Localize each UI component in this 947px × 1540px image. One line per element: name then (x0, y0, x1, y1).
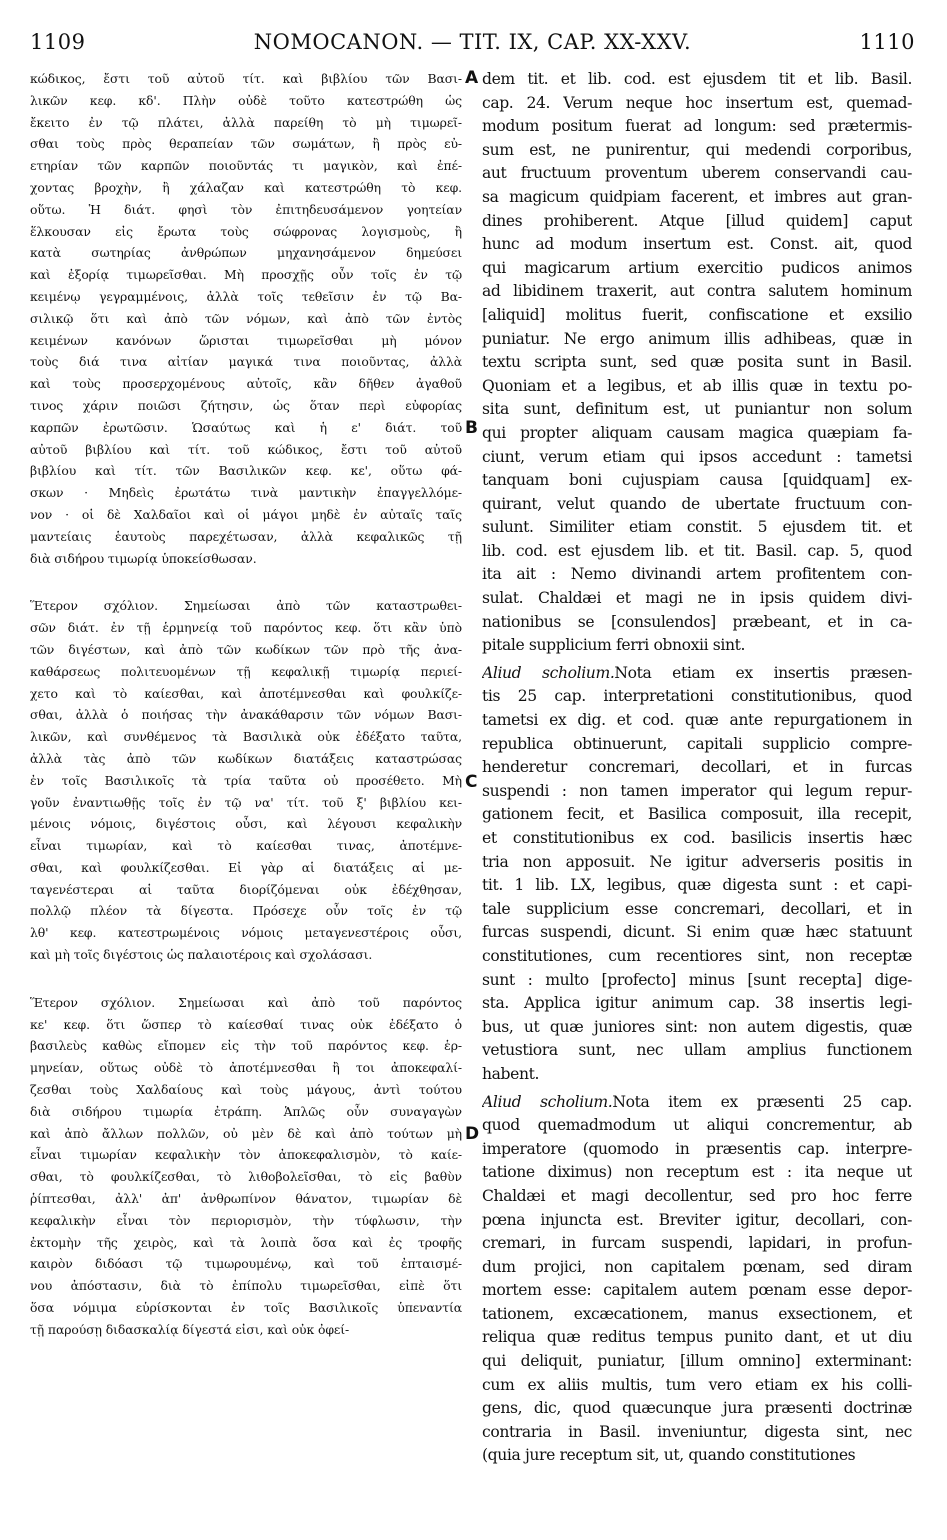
text-line: textu scripta sunt, sed quæ posita sunt in Basil. (482, 353, 912, 372)
margin-marker-a: A (465, 68, 479, 88)
margin-marker-c: C (465, 772, 478, 792)
text-line: pœna injuncta est. Breviter igitur, decollari, con- (482, 1210, 912, 1229)
text-line: αὐτοῦ βιβλίου καὶ τίτ. τοῦ κώδικος, ἔστι τοῦ αὐτοῦ (30, 441, 462, 457)
running-title: NOMOCANON. — TIT. IX, CAP. XX-XXV. (253, 30, 692, 54)
text-line: constitutiones, cum recentiores sint, non receptæ (482, 946, 912, 965)
text-line: furcas suspendi, dicunt. Si enim quæ hæc statuunt (482, 923, 912, 942)
text-line: mortem esse: capitalem autem pœnam esse depor- (482, 1281, 912, 1300)
text-line: χοντας βροχὴν, ἢ χάλαζαν καὶ κατεστρώθη τὸ κεφ. (30, 179, 462, 195)
text-line: καὶ ἐξορίᾳ τιμωρεῖσθαι. Μὴ προσχῇς οὖν τοῖς ἐν τῷ (30, 267, 462, 283)
text-line: μηνείαν, οὕτως οὐδὲ τὸ ἀποτέμνεσθαι ἢ τοι ἀποκεφαλί- (30, 1060, 462, 1076)
text-line: σιλικῷ ὅτι καὶ ἀπὸ τῶν νόμων, καὶ ἀπὸ τῶν ἐντὸς (30, 310, 462, 326)
text-line: καὶ ἀπὸ ἄλλων πολλῶν, οὐ μὲν δὲ καὶ ἀπὸ τούτων μὴ (30, 1125, 462, 1141)
text-line: puniatur. Ne ergo animum illis adhibeas, quæ in (482, 329, 912, 348)
text-line: tametsi ex dig. et cod. quæ ante repurgationem in (482, 711, 912, 730)
text-line: republica obtinuerunt, capitali supplicio compre- (482, 734, 912, 753)
text-line: (quia jure receptum sit, ut, quando constitutiones (482, 1446, 856, 1465)
text-line: ita ait : Nemo divinandi artem profitentem con- (482, 565, 912, 584)
text-line (482, 662, 912, 686)
text-line: qui propter aliquam causam magica quæpiam fa- (482, 423, 912, 442)
text-line: σθαι τοὺς πρὸς θεραπείαν τῶν σωμάτων, ἢ πρὸς εὐ- (30, 136, 462, 152)
text-line: κεφαλικὴν εἶναι τὸν περιορισμὸν, τὴν τύφλωσιν, τὴν (30, 1212, 462, 1228)
latin-paragraph-1 (482, 68, 912, 658)
text-line: διὰ σιδήρου τιμωρίᾳ ὑποκείσθωσαν. (30, 550, 257, 566)
latin-column (482, 68, 912, 1468)
text-line: εἶναι τιμωρίαν, καὶ τὸ καίεσθαι τινας, ἀποτέμνε- (30, 838, 462, 854)
text-line: aut fructuum proventum uberem conservandi cau- (482, 164, 912, 183)
text-line: ταγενέστεραι αἱ ταῦτα διορίζόμεναι οὐκ ἐδέχθησαν, (30, 881, 462, 897)
text-line (482, 1091, 912, 1115)
text-line: τῶν διγέστων, καὶ ἀπὸ τῶν κωδίκων τῶν πρὸ τῆς ἀνα- (30, 641, 462, 657)
text-line: sum est, ne punirentur, qui medendi corporibus, (482, 140, 912, 159)
text-line: ζεσθαι τοὺς Χαλδαίους καὶ τοὺς μάγους, ἀντὶ τούτου (30, 1082, 462, 1098)
text-line: λικῶν κεφ. κδ'. Πλὴν οὐδὲ τοῦτο κατεστρώθη ὡς (30, 92, 462, 108)
text-line: ἔκειτο ἐν τῷ πλάτει, ἀλλὰ παρείθη τὸ μὴ τιμωρεῖ- (30, 114, 462, 130)
greek-scholium-2 (30, 992, 462, 1341)
text-line: quirant, velut quando de ubertate fructuum con- (482, 494, 912, 513)
text-line: dum projici, non capitalem pœnam, sed diram (482, 1257, 912, 1276)
text-line: ἐν τοῖς Βασιλικοῖς τὰ τρία ταῦτα οὐ προσέθετο. Μὴ (30, 772, 462, 788)
latin-scholium-1 (482, 662, 912, 1087)
text-line: ὅσα νόμιμα εὑρίσκονται ἐν τοῖς Βασιλικοῖς ὑπεναντία (30, 1300, 462, 1316)
text-line: reliqua quæ reditus tempus punito dant, et ut diu (482, 1328, 912, 1347)
margin-marker-b: B (465, 418, 478, 438)
margin-marker-d: D (465, 1124, 480, 1144)
text-line: Quoniam et a legibus, et ab illis quæ in textu po- (482, 376, 912, 395)
text-line: διὰ σιδήρου τιμωρία ἐτράπη. Ἁπλῶς οὖν συναγαγὼν (30, 1103, 462, 1119)
text-line: tit. 1 lib. LX, legibus, quæ digesta sunt : et capi- (482, 876, 912, 895)
text-line: tis 25 cap. interpretationi constitutionibus, quod (482, 687, 912, 706)
paragraph-gap (30, 569, 462, 595)
text-line: καιρὸν διδόασι τῷ τιμωρουμένῳ, καὶ τοῦ ἐπταισμέ- (30, 1256, 462, 1272)
text-line: tria non apposuit. Ne igitur adverseris positis in (482, 852, 912, 871)
text-line: τῇ παρούσῃ διδασκαλίᾳ δίγεστά εἰσι, καὶ οὐκ ὀφεί- (30, 1321, 350, 1337)
text-line: κατὰ σωτηρίας ἀνθρώπων μηχανησάμενον δημεύσει (30, 245, 462, 261)
text-line: tanquam boni cujuspiam causa [quidquam] ex- (482, 471, 912, 490)
text-line: μαντείαις ἑαυτοὺς παρεχέτωσαν, ἀλλὰ κεφαλικῶς τῇ (30, 528, 462, 544)
text-line: μένοις νόμοις, διγέστοις οὖσι, καὶ λέγουσι κεφαλικὴν (30, 816, 462, 832)
text-line: imperatore (quomodo in præsentis cap. interpre- (482, 1139, 912, 1158)
text-line: σθαι, καὶ φουλκίζεσθαι. Εἰ γὰρ αἱ διατάξεις αἱ με- (30, 859, 462, 875)
text-line: tatione diximus) non receptum est : ita neque ut (482, 1163, 912, 1182)
text-line: νον · οἱ δὲ Χαλδαῖοι καὶ οἱ μάγοι μηδὲ ἐν αὐταῖς ταῖς (30, 506, 462, 522)
text-line: sta. Applica igitur animum cap. 38 insertis legi- (482, 994, 912, 1013)
text-line: sulunt. Similiter etiam constit. 5 ejusdem tit. et (482, 518, 912, 537)
text-line: henderetur concremari, decollari, et in furcas (482, 758, 912, 777)
text-line: cremari, in furcam suspendi, lapidari, in profun- (482, 1234, 912, 1253)
paragraph-gap (30, 966, 462, 992)
page-header (30, 30, 915, 70)
text-line: σθαι, τὸ φουλκίζεσθαι, τὸ λιθοβολεῖσθαι, τὸ εἰς βαθὺν (30, 1169, 462, 1185)
text-line: dines prohiberent. Atque [illud quidem] caput (482, 211, 912, 230)
text-line: sunt : multo [profecto] minus [sunt recepta] dige- (482, 970, 912, 989)
text-line: [aliquid] molitus fuerit, confiscatione et exsilio (482, 305, 912, 324)
text-line: sulat. Chaldæi et magi ne in ipsis quidem divi- (482, 589, 912, 608)
text-line: tale supplicium esse concremari, decollari, et in (482, 899, 912, 918)
text-line: γοῦν ἐναντιωθῇς τοῖς ἐν τῷ να' τίτ. τοῦ ξ' βιβλίου κει- (30, 794, 462, 810)
text-line: qui magicarum artium exercitio pudicos animos (482, 258, 912, 277)
text-line: sita sunt, definitum est, ut puniantur non solum (482, 400, 912, 419)
text-line: λικῶν, καὶ συνθέμενος τὰ Βασιλικὰ οὐκ ἐδέξατο ταῦτα, (30, 729, 462, 745)
text-line: καρπῶν ἐρωτῶσιν. Ὡσαύτως καὶ ἡ ε' διάτ. τοῦ (30, 419, 462, 435)
text-line: ad libidinem traxerit, aut contra salutem hominum (482, 282, 912, 301)
text-line: οὕτω. Ἡ διάτ. φησὶ τὸν ἐπιτηδευσάμενον γοητείαν (30, 201, 462, 217)
text-line: τινος χάριν ποιῶσι ζήτησιν, ὡς ὅταν περὶ εὐφορίας (30, 397, 462, 413)
greek-column (30, 68, 462, 1341)
text-line: χετο καὶ τὸ καίεσθαι, καὶ ἀποτέμνεσθαι καὶ φουλκίζε- (30, 685, 462, 701)
text-line: Ἕτερον σχόλιον. Σημείωσαι καὶ ἀπὸ τοῦ παρόντος (30, 994, 462, 1010)
text-line: cap. 24. Verum neque hoc insertum est, quemad- (482, 93, 912, 112)
text-line-rest: Nota etiam ex insertis præsen- (614, 663, 912, 682)
text-line: σῶν διάτ. ἐν τῇ ἑρμηνείᾳ τοῦ παρόντος κεφ. ὅτι κἂν ὑπὸ (30, 620, 462, 636)
text-line: tationem, excæcationem, manus exsectionem, et (482, 1304, 912, 1323)
text-line: κειμένων κανόνων ὥρισται τιμωρεῖσθαι μὴ μόνον (30, 332, 462, 348)
scholium-heading: Aliud scholium. (482, 1092, 613, 1111)
greek-paragraph-1 (30, 68, 462, 569)
text-line: cum ex aliis multis, tum vero etiam ex his colli- (482, 1375, 912, 1394)
text-line: ῥίπτεσθαι, ἀλλ' ἀπ' ἀνθρωπίνον θάνατον, τιμωρίαν δὲ (30, 1191, 462, 1207)
text-line: gationem fecit, et Basilica composuit, illa recepit, (482, 805, 912, 824)
text-line: τοὺς διά τινα αἰτίαν μαγικά τινα ποιοῦντας, ἀλλὰ (30, 354, 462, 370)
text-line: habent. (482, 1064, 540, 1083)
text-line: qui deliquit, puniatur, [illum omnino] exterminant: (482, 1352, 912, 1371)
text-line: σθαι, ἀλλὰ ὁ ποιήσας τὴν ἀνακάθαρσιν τῶν νόμων Βασι- (30, 707, 462, 723)
text-line: ἕλκουσαν εἰς ἔρωτα τοὺς σώφρονας λογισμοὺς, ἢ (30, 223, 462, 239)
text-line: κώδικος, ἔστι τοῦ αὐτοῦ τίτ. καὶ βιβλίου τῶν Βασι- (30, 71, 462, 86)
text-line: ετηρίαν τῶν καρπῶν ποιοῦντάς τι μαγικὸν, καὶ ἐπέ- (30, 158, 462, 174)
text-line: Ἕτερον σχόλιον. Σημείωσαι ἀπὸ τῶν καταστρωθει- (30, 598, 462, 614)
text-line: bus, ut quæ juniores sint: non autem digestis, quæ (482, 1017, 912, 1036)
page-number-left: 1109 (30, 30, 86, 54)
text-line: ciunt, verum etiam qui ipsos accedunt : tametsi (482, 447, 912, 466)
text-line: κειμένῳ γεγραμμένοις, ἀλλὰ τοῖς τεθεῖσιν ἐν τῷ Βα- (30, 288, 462, 304)
text-line: βασιλεὺς καθὼς εἴπομεν εἰς τὴν τοῦ παρόντος κεφ. ἑρ- (30, 1038, 462, 1054)
text-line: εἶναι τιμωρίαν κεφαλικὴν τὸν ἀποκεφαλισμὸν, τὸ καίε- (30, 1147, 462, 1163)
text-line: modum positum fuerat ad longum: sed prætermis- (482, 117, 912, 136)
text-line: καθάρσεως πολιτευομένων τῇ κεφαλικῇ τιμωρίᾳ περιεί- (30, 663, 462, 679)
text-line: λθ' κεφ. κατεστρωμένοις νόμοις μεταγενεστέροις οὖσι, (30, 925, 462, 941)
text-line-rest: Nota item ex præsenti 25 cap. (612, 1092, 912, 1111)
text-line: nationibus se [consulendos] præbeant, et in ca- (482, 612, 912, 631)
text-line: ἐκτομὴν τῆς χειρὸς, καὶ τὰ λοιπὰ ὅσα καὶ ἐς τροφῆς (30, 1234, 462, 1250)
text-line: sa magicum quidpiam facerent, et imbres aut gran- (482, 187, 912, 206)
text-line: quod quemadmodum ut aliqui concrementur, ab (482, 1116, 912, 1135)
text-line: gens, dic, quod quæcunque jura præsenti doctrinæ (482, 1399, 912, 1418)
text-line: vetustiora sunt, nec ullam amplius functionem (482, 1041, 912, 1060)
text-line: contraria in Basil. inveniuntur, digesta sint, nec (482, 1422, 912, 1441)
text-line: Chaldæi et magi decollentur, sed pro hoc ferre (482, 1186, 912, 1205)
scholium-heading: Aliud scholium. (482, 663, 615, 682)
text-line: dem tit. et lib. cod. est ejusdem tit et lib. Basil. (482, 70, 912, 88)
text-line: hunc ad modum insertum est. Const. ait, quod (482, 235, 912, 254)
text-line: σκων · Μηδεὶς ἐρωτάτω τινὰ μαντικὴν ἐπαγγελλόμε- (30, 485, 462, 501)
text-line: καὶ τοὺς προσερχομένους αὐτοῖς, κἂν δῆθεν ἀγαθοῦ (30, 376, 462, 392)
text-line: κε' κεφ. ὅτι ὥσπερ τὸ καίεσθαί τινας οὐκ ἐδέξατο ὁ (30, 1016, 462, 1032)
text-line: πολλῷ πλέον τὰ δίγεστα. Πρόσεχε οὖν τοῖς ἐν τῷ (30, 903, 462, 919)
text-line: νου ἀπόστασιν, διὰ τὸ ἐπίπολυ τιμωρεῖσθαι, εἰπὲ ὅτι (30, 1278, 462, 1294)
text-line: βιβλίου καὶ τίτ. τῶν Βασιλικῶν κεφ. κε', οὕτω φά- (30, 463, 462, 479)
text-line: suspendi : non tamen imperator qui legum repur- (482, 781, 912, 800)
greek-scholium-1 (30, 595, 462, 966)
text-line: et constitutionibus ex cod. basilicis insertis hæc (482, 829, 912, 847)
page-number-right: 1110 (859, 30, 915, 54)
text-line: ἀλλὰ τὰς ἀπὸ τῶν κωδίκων διατάξεις καταστρώσας (30, 750, 462, 766)
text-line: καὶ μὴ τοῖς διγέστοις ὡς παλαιοτέροις καὶ σχολάσασι. (30, 947, 373, 963)
text-line: lib. cod. est ejusdem lib. et tit. Basil. cap. 5, quod (482, 541, 912, 560)
text-line: pitale supplicium ferri obnoxii sint. (482, 636, 746, 655)
latin-scholium-2 (482, 1091, 912, 1469)
